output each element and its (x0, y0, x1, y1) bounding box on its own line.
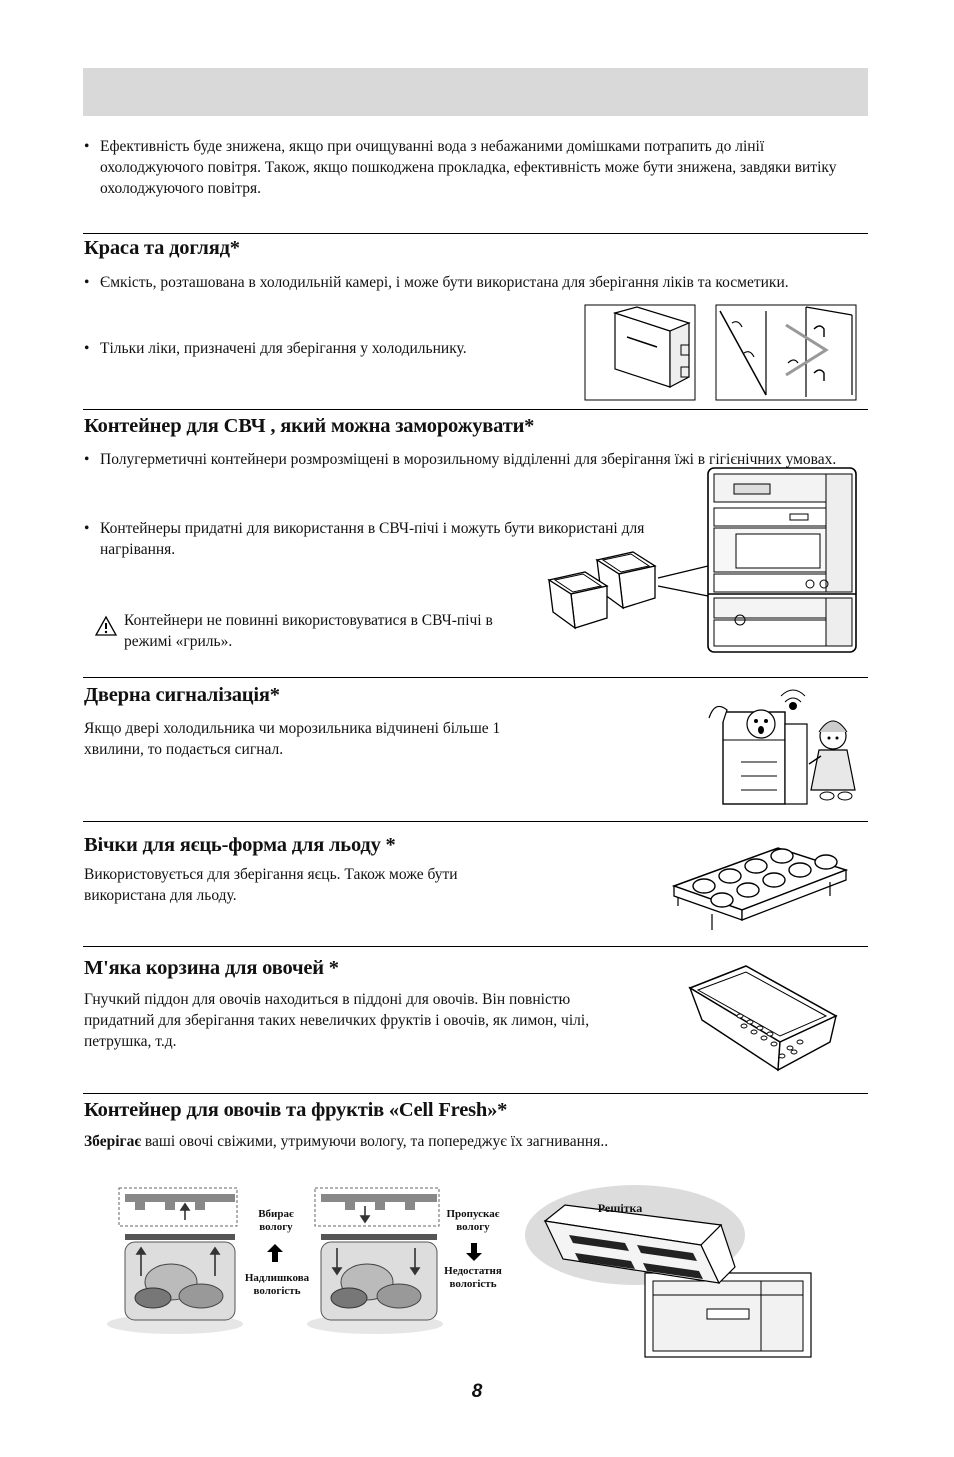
divider (83, 946, 868, 947)
cellfresh-text-bold: Зберігає (84, 1133, 142, 1150)
beauty-bullet-1: • Ємкість, розташована в холодильній камері, і може бути використана для зберігання ліків та косметики. (100, 272, 870, 293)
divider (83, 677, 868, 678)
cellfresh-grid-illustration (525, 1185, 815, 1360)
header-bar (83, 68, 868, 116)
label-excess: Надлишкова вологість (244, 1272, 310, 1297)
fridge-door-illustration (716, 305, 861, 405)
cellfresh-release-diagram (305, 1186, 445, 1334)
microwave-bullet-2: • Контейнеры придатні для використання в СВЧ-пічі і можуть бути використані для нагрівання. (100, 518, 660, 560)
section-title-alarm: Дверна сигналізація* (84, 684, 280, 706)
cellfresh-text (84, 1131, 864, 1152)
microwave-warning: Контейнери не повинні використовуватися в СВЧ-пічі в режимі «гриль». (124, 612, 493, 650)
divider (83, 409, 868, 410)
section-title-cellfresh: Контейнер для овочів та фруктів «Cell Fresh»* (84, 1099, 508, 1121)
cellfresh-text-rest: ваші овочі свіжими, утримуючи вологу, та попереджує їх загнивання.. (141, 1133, 609, 1150)
section-title-egg: Вічки для яєць-форма для льоду * (84, 834, 396, 856)
alarm-text: Якщо двері холодильника чи морозильника відчинені більше 1 хвилини, то подається сигнал. (84, 720, 501, 758)
warning-icon (95, 616, 117, 636)
label-lack: Недостатня вологість (444, 1265, 502, 1290)
arrow-up-icon (267, 1244, 283, 1262)
egg-text: Використовується для зберігання яєць. Також може бути використана для льоду. (84, 866, 458, 904)
microwave-containers-illustration (545, 540, 660, 640)
divider (83, 821, 868, 822)
cellfresh-absorb-diagram (105, 1186, 245, 1334)
intro-bullet: • Ефективність буде знижена, якщо при очищуванні вода з небажаними домішками потрапить до лінії охолоджуючого повітря. Також, якщо пошкоджена прокладка, ефективність може бути знижена, завдяки витіку охолоджуючого повітря. (100, 136, 870, 199)
fridge-interior-illustration (650, 466, 860, 656)
beauty-bullet-2: • Тільки ліки, призначені для зберігання у холодильнику. (100, 338, 580, 359)
label-release: Пропускає вологу (446, 1208, 500, 1233)
divider (83, 1093, 868, 1094)
vegetable-basket-illustration (686, 960, 846, 1080)
page-number: 8 (471, 1381, 483, 1402)
door-alarm-illustration (705, 684, 865, 808)
microwave-bullet-1: • Полугерметичні контейнери розмрозміщені в морозильному відділенні для зберігання їжі в гігієнічних умовах. (100, 449, 870, 470)
section-title-beauty: Краса та догляд* (84, 237, 240, 259)
arrow-down-icon (466, 1243, 482, 1261)
cosmetics-box-illustration (585, 305, 705, 405)
section-title-basket: М'яка корзина для овочей * (84, 957, 339, 979)
egg-tray-illustration (670, 840, 850, 940)
divider (83, 233, 868, 234)
label-absorb: Вбирає вологу (258, 1208, 294, 1233)
section-title-microwave: Контейнер для СВЧ , який можна заморожувати* (84, 415, 535, 437)
basket-text: Гнучкий піддон для овочів находиться в піддоні для овочів. Він повністю придатний для зберігання таких невеличких фруктів і овочів, як лимон, чілі, петрушка, т.д. (84, 991, 590, 1050)
label-grid: Решітка (597, 1201, 643, 1215)
